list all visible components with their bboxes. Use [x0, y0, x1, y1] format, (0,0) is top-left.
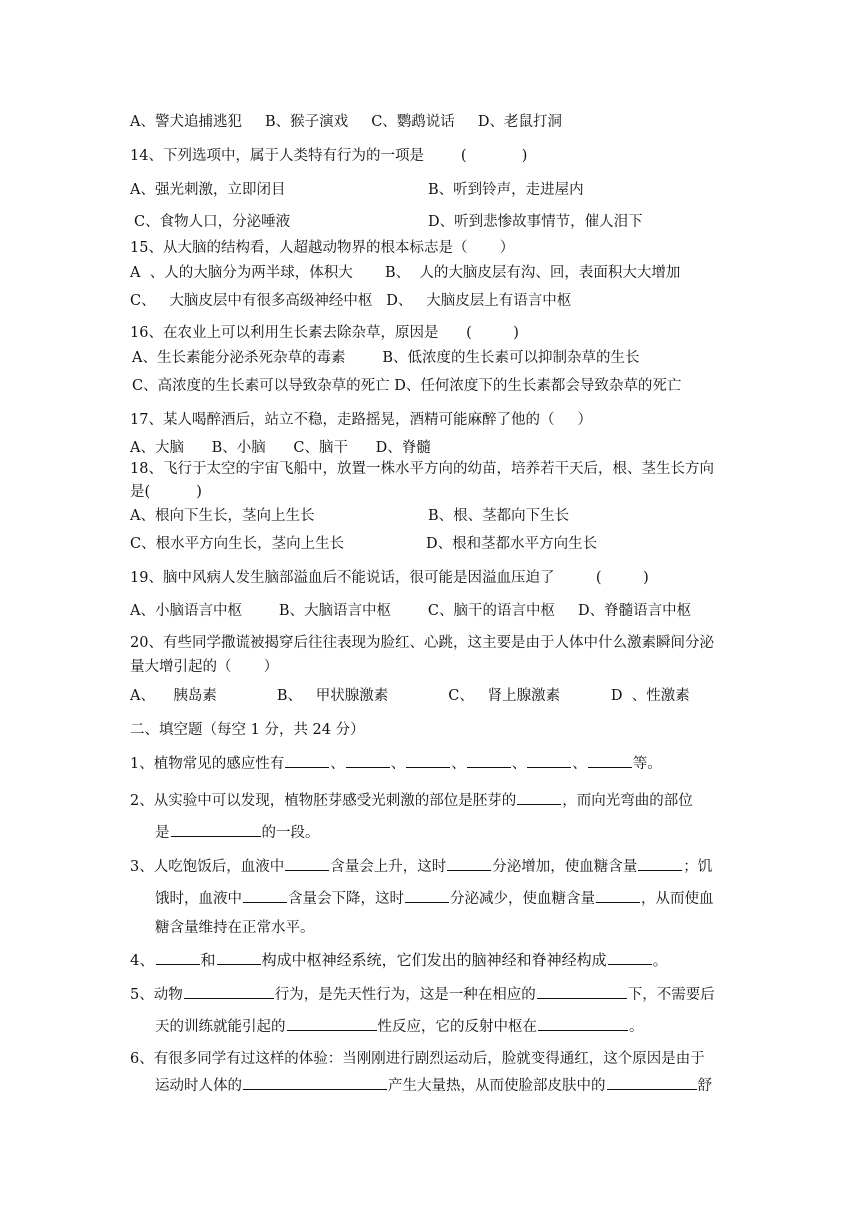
fill-6-blank-2[interactable] — [607, 1075, 697, 1090]
fill-4-blank-2[interactable] — [217, 950, 261, 965]
q18-option-a: A、根向下生长，茎向上生长 — [130, 508, 315, 524]
fill-1-blank-5[interactable] — [527, 753, 571, 768]
q14-option-b: B、听到铃声，走进屋内 — [428, 182, 584, 198]
fill-1-blank-3[interactable] — [406, 753, 450, 768]
q17-stem: 17、某人喝醉酒后，站立不稳，走路摇晃，酒精可能麻醉了他的（ ） — [130, 412, 592, 428]
fill-5-blank-2[interactable] — [537, 984, 627, 999]
q18-stem-line1: 18、飞行于太空的宇宙飞船中，放置一株水平方向的幼苗，培养若干天后，根、茎生长方向 — [130, 461, 714, 477]
q16-options-cd: C、高浓度的生长素可以导致杂草的死亡 D、任何浓度下的生长素都会导致杂草的死亡 — [132, 378, 682, 394]
q18-option-c: C、根水平方向生长，茎向上生长 — [130, 536, 345, 552]
q15-options-cd: C、 大脑皮层中有很多高级神经中枢 D、 大脑皮层上有语言中枢 — [130, 293, 572, 309]
fill-3-blank-6[interactable] — [596, 888, 640, 903]
q18-option-b: B、根、茎都向下生长 — [428, 508, 570, 524]
q19-options: A、小脑语言中枢 B、大脑语言中枢 C、脑干的语言中枢 D、脊髓语言中枢 — [130, 603, 692, 619]
fill-6-line1: 6、有很多同学有过这样的体验：当刚刚进行剧烈运动后，脸就变得通红，这个原因是由于 — [130, 1051, 705, 1067]
q18-stem-line2: 是( ) — [130, 484, 202, 500]
fill-3-blank-1[interactable] — [285, 856, 329, 871]
fill-4-blank-1[interactable] — [156, 950, 200, 965]
fill-3-line1: 3、人吃饱饭后，血液中 含量会上升，这时 分泌增加，使血糖含量 ；饥 — [130, 856, 712, 877]
fill-1-blank-6[interactable] — [588, 753, 632, 768]
q14-option-c: C、食物人口，分泌唾液 — [134, 214, 291, 230]
q14-stem: 14、下列选项中，属于人类特有行为的一项是 ( ) — [130, 148, 528, 164]
fill-3-blank-4[interactable] — [243, 888, 287, 903]
q13-options: A、警犬追捕逃犯 B、猴子演戏 C、鹦鹉说话 D、老鼠打洞 — [130, 114, 562, 130]
fill-2-blank-1[interactable] — [517, 790, 561, 805]
q20-options: A、 胰岛素 B、 甲状腺激素 C、 肾上腺激素 D 、性激素 — [130, 688, 690, 704]
fill-1: 1、植物常见的感应性有 、 、 、 、 、 等。 — [130, 753, 662, 774]
fill-2-blank-2[interactable] — [171, 822, 261, 837]
fill-3-blank-5[interactable] — [405, 888, 449, 903]
fill-4: 4、 和 构成中枢神经系统，它们发出的脑神经和脊神经构成 。 — [130, 951, 668, 969]
fill-1-blank-1[interactable] — [285, 753, 329, 768]
q14-option-d: D、听到悲惨故事情节，催人泪下 — [428, 214, 643, 230]
fill-1-blank-2[interactable] — [346, 753, 390, 768]
q19-stem: 19、脑中风病人发生脑部溢血后不能说话，很可能是因溢血压迫了 ( ) — [130, 570, 649, 586]
fill-3-line3: 糖含量维持在正常水平。 — [155, 920, 315, 936]
fill-2-line2: 是 的一段。 — [155, 822, 320, 843]
fill-1-blank-4[interactable] — [467, 753, 511, 768]
fill-5-blank-4[interactable] — [538, 1016, 628, 1031]
q20-stem-line1: 20、有些同学撒谎被揭穿后往往表现为脸红、心跳，这主要是由于人体中什么激素瞬间分泌 — [130, 635, 714, 651]
fill-5-blank-3[interactable] — [287, 1016, 377, 1031]
fill-5-line1: 5、动物 行为，是先天性行为，这是一种在相应的 下，不需要后 — [130, 984, 715, 1005]
fill-3-blank-3[interactable] — [638, 856, 682, 871]
q15-options-ab: A 、人的大脑分为两半球，体积大 B、 人的大脑皮层有沟、回，表面积大大增加 — [130, 265, 681, 281]
fill-5-line2: 天的训练就能引起的 性反应，它的反射中枢在 。 — [155, 1016, 644, 1037]
q18-option-d: D、根和茎都水平方向生长 — [426, 536, 598, 552]
q14-option-a: A、强光刺激，立即闭目 — [130, 182, 286, 198]
fill-6-line2: 运动时人体的 产生大量热，从而使脸部皮肤中的 舒 — [155, 1075, 712, 1096]
q17-options: A、大脑 B、小脑 C、脑干 D、脊髓 — [130, 440, 431, 456]
q20-stem-line2: 量大增引起的（ ） — [130, 659, 279, 675]
section-2-title: 二、填空题（每空 1 分，共 24 分） — [130, 722, 365, 738]
q15-stem: 15、从大脑的结构看，人超越动物界的根本标志是（ ） — [130, 240, 515, 256]
fill-5-blank-1[interactable] — [184, 984, 274, 999]
q16-stem: 16、在农业上可以利用生长素去除杂草，原因是 ( ) — [130, 325, 519, 341]
fill-6-blank-1[interactable] — [243, 1075, 387, 1090]
fill-2-line1: 2、从实验中可以发现，植物胚芽感受光刺激的部位是胚芽的 ，而向光弯曲的部位 — [130, 790, 693, 811]
fill-4-blank-3[interactable] — [608, 950, 652, 965]
q16-options-ab: A、生长素能分泌杀死杂草的毒素 B、低浓度的生长素可以抑制杂草的生长 — [132, 350, 640, 366]
fill-3-line2: 饿时，血液中 含量会下降，这时 分泌减少，使血糖含量 ，从而使血 — [155, 888, 714, 909]
fill-3-blank-2[interactable] — [447, 856, 491, 871]
